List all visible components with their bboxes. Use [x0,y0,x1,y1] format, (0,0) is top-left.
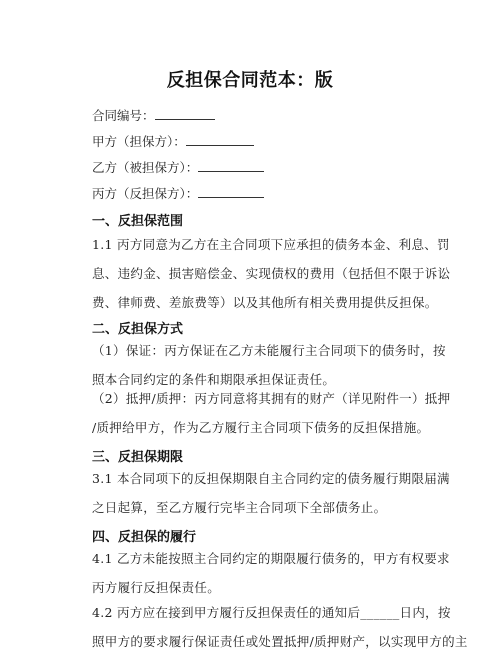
text-line: （1）保证：丙方保证在乙方未能履行主合同项下的债务时，按 [92,343,446,358]
field-contract-number [92,106,215,124]
text-line: 丙方履行反担保责任。 [92,580,221,595]
party-a-blank[interactable] [186,133,254,146]
text-line: 息、违约金、损害赔偿金、实现债权的费用（包括但不限于诉讼 [92,266,451,281]
section-4-paragraph-1 [92,544,450,602]
section-2-paragraph-2 [92,384,451,442]
section-1-paragraph-1 [92,230,451,317]
text-line: 1.1 丙方同意为乙方在主合同项下应承担的债务本金、利息、罚 [92,237,450,252]
contract-number-blank[interactable] [155,107,215,120]
party-b-blank[interactable] [198,159,264,172]
section-heading-4: 四、反担保的履行 [92,530,197,545]
party-c-blank[interactable] [198,185,264,198]
section-4-paragraph-2 [92,598,468,656]
field-party-a [92,132,254,150]
text-line: 4.2 丙方应在接到甲方履行反担保责任的通知后______日内，按 [92,605,451,620]
field-party-c [92,184,264,202]
text-line: 4.1 乙方未能按照主合同约定的期限履行债务的，甲方有权要求 [92,551,450,566]
section-heading-2: 二、反担保方式 [92,322,184,337]
text-line: /质押给甲方，作为乙方履行主合同项下债务的反担保措施。 [92,420,430,435]
section-3-paragraph-1 [92,464,450,522]
text-line: 3.1 本合同项下的反担保期限自主合同约定的债务履行期限届满 [92,471,450,486]
field-party-b [92,158,264,176]
section-heading-1: 一、反担保范围 [92,214,184,229]
text-line: 照甲方的要求履行保证责任或处置抵押/质押财产，以实现甲方的主 [92,634,468,649]
section-heading-3: 三、反担保期限 [92,450,184,465]
text-line: （2）抵押/质押：丙方同意将其拥有的财产（详见附件一）抵押 [92,391,451,406]
field-label: 甲方（担保方）： [92,134,186,149]
document-title: 反担保合同范本：版 [166,70,334,91]
text-line: 费、律师费、差旅费等）以及其他所有相关费用提供反担保。 [92,295,438,310]
field-label: 乙方（被担保方）： [92,160,199,175]
field-label: 合同编号： [92,108,155,123]
text-line: 照本合同约定的条件和期限承担保证责任。 [92,372,336,387]
text-line: 之日起算，至乙方履行完毕主合同项下全部债务止。 [92,500,387,515]
field-label: 丙方（反担保方）： [92,186,199,201]
